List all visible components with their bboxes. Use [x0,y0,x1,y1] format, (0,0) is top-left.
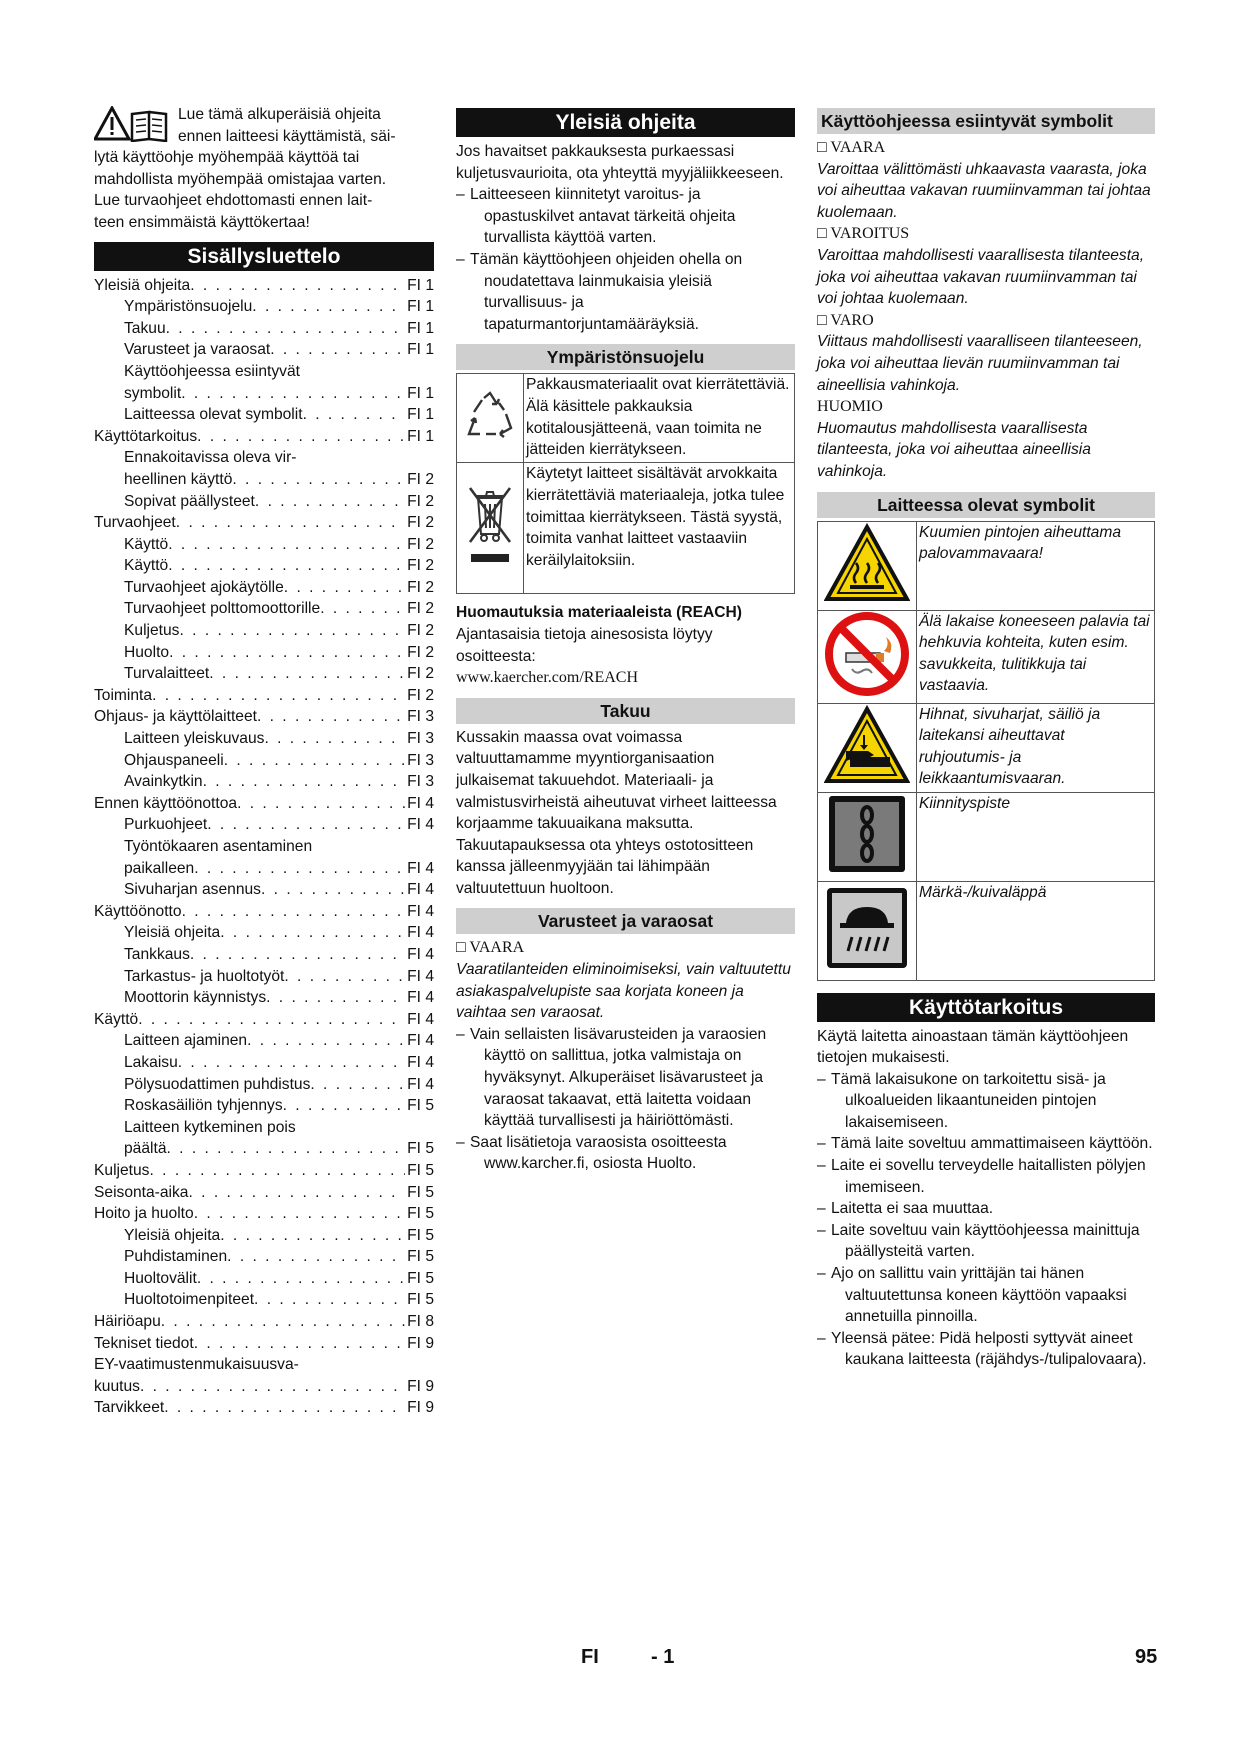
symbol-description: Märkä-/kuivaläppä [917,881,1155,980]
table-row [818,703,1155,792]
recycling-icon-cell [457,374,524,463]
toc-entry[interactable]: Ennen käyttöönottoa . . . FI 4 [94,793,434,815]
toc-heading: Sisällysluettelo [94,242,434,271]
toc-entry[interactable]: Käyttö . . . FI 2 [94,534,434,556]
reach-text: Ajantasaisia tietoja ainesosista löytyy osoitteesta: [456,625,713,665]
toc-entry[interactable]: Laitteen yleiskuvaus . . . FI 3 [94,728,434,750]
general-paragraph: Jos havaitset pakkauksesta purkaessasi kuljetusvaurioita, ota yhteyttä myyjäliikkeeseen. [456,143,784,182]
device-symbols-heading: Laitteessa olevat symbolit [817,492,1155,518]
toc-entry[interactable]: Sivuharjan asennus . . . FI 4 [94,879,434,901]
toc-entry[interactable]: Yleisiä ohjeita . . . FI 5 [94,1225,434,1247]
hot-surface-icon [824,523,910,603]
footer-page-number: 95 [1135,1646,1158,1668]
toc-entry[interactable]: Käyttöohjeessa esiintyvät [124,362,300,380]
environment-text: Pakkausmateriaalit ovat kierrätettäviä. Älä käsittele pakkauksia kotitalousjätteenä, vaan toimita ne jätteiden kierrätykseen. [524,374,795,463]
footer-language: FI [581,1646,599,1668]
toc-entry[interactable]: Kuljetus . . . FI 2 [94,620,434,642]
toc-entry[interactable]: Laitteessa olevat symbolit . . . FI 1 [94,404,434,426]
environment-text: Käytetyt laitteet sisältävät arvokkaita kierrätettäviä materiaaleja, jotka tulee toimittaa kierrätykseen. Tästä syystä, toimita vanhat laitteet vastaaviin keräilylaitoksiin. [524,463,795,594]
intro-line: lytä käyttöohje myöhempää käyttöä tai [94,149,360,167]
symbol-icon-cell [818,881,917,980]
symbol-description: Kiinnityspiste [917,792,1155,881]
toc-entry[interactable]: Seisonta-aika . . . FI 5 [94,1182,434,1204]
toc-entry[interactable]: Häiriöapu . . . FI 8 [94,1311,434,1333]
symbol-description: Älä lakaise koneeseen palavia tai hehkuvia kohteita, kuten esim. savukkeita, tulitikkuja tai vastaavia. [917,610,1155,703]
symbol-label: □ VARO [817,311,874,329]
symbol-text: Varoittaa mahdollisesti vaarallisesta tilanteesta, joka voi aiheuttaa vakavan ruumiinvamman tai voi johtaa kuolemaan. [817,246,1145,308]
general-bullet: – Laitteeseen kiinnitetyt varoitus- ja opastuskilvet antavat tärkeitä ohjeita turvallista käyttöä varten. [456,186,736,247]
reach-heading: Huomautuksia materiaaleista (REACH) [456,604,742,622]
toc-entry[interactable]: Yleisiä ohjeita . . . FI 4 [94,922,434,944]
toc-entry[interactable]: symbolit . . . FI 1 [94,383,434,405]
toc-entry[interactable]: Turvaohjeet . . . FI 2 [94,512,434,534]
toc-entry[interactable]: Käyttötarkoitus . . . FI 1 [94,426,434,448]
toc-entry[interactable]: Roskasäiliön tyhjennys . . . FI 5 [94,1095,434,1117]
recycling-icon [464,390,516,442]
table-row [818,521,1155,610]
toc-entry[interactable]: Ympäristönsuojelu . . . FI 1 [94,296,434,318]
toc-entry[interactable]: Laitteen kytkeminen pois [124,1118,296,1136]
intro-line: Lue tämä alkuperäisiä ohjeita [178,106,381,123]
danger-label: □ VAARA [456,939,525,957]
symbol-description: Kuumien pintojen aiheuttama palovammavaara! [917,521,1155,610]
intro-block [94,104,434,234]
accessories-heading: Varusteet ja varaosat [456,908,795,934]
intro-line: Lue turvaohjeet ehdottomasti ennen lait- [94,192,373,210]
toc-entry[interactable]: Yleisiä ohjeita . . . FI 1 [94,275,434,297]
toc-entry[interactable]: Huolto . . . FI 2 [94,642,434,664]
toc-entry[interactable]: EY-vaatimustenmukaisuusva- [94,1356,299,1374]
intended-use-bullet: – Tämä laite soveltuu ammattimaiseen käyttöön. [817,1135,1153,1153]
toc-entry[interactable]: Takuu . . . FI 1 [94,318,434,340]
general-bullet: – Tämän käyttöohjeen ohjeiden ohella on noudatettava lainmukaisia yleisiä turvallisuus- ja tapaturmantorjuntamääräyksiä. [456,250,743,333]
symbol-description: Hihnat, sivuharjat, säiliö ja laitekansi aiheuttavat ruhjoutumis- ja leikkaantumisvaaran. [917,703,1155,792]
toc-entry[interactable]: Ennakoitavissa oleva vir- [124,449,297,467]
symbol-label: □ VAROITUS [817,225,910,243]
device-symbols-table [817,521,1155,981]
intro-line: ennen laitteesi käyttämistä, säi- [178,127,396,145]
footer-page: - 1 [651,1646,675,1668]
symbol-icon-cell [818,703,917,792]
toc-entry[interactable]: Käyttö . . . FI 2 [94,555,434,577]
toc-entry[interactable]: Huoltovälit . . . FI 5 [94,1268,434,1290]
table-row [457,374,795,463]
intended-use-bullet: – Tämä lakaisukone on tarkoitettu sisä- ja ulkoalueiden likaantuneiden pintojen lakaisemiseen. [817,1070,1106,1131]
toc-entry[interactable]: Avainkytkin . . . FI 3 [94,771,434,793]
intended-use-bullet: – Laitetta ei saa muuttaa. [817,1200,994,1218]
intended-use-bullet: – Yleensä pätee: Pidä helposti syttyvät aineet kaukana laitteesta (räjähdys-/tulipalovaara). [817,1329,1147,1369]
reach-url[interactable]: www.kaercher.com/REACH [456,669,639,687]
warning-manual-icon [94,106,169,142]
symbol-icon-cell [818,610,917,703]
table-row [818,881,1155,980]
manual-symbols-heading: Käyttöohjeessa esiintyvät symbolit [817,108,1155,134]
toc-entry[interactable]: Käyttöönotto . . . FI 4 [94,901,434,923]
toc-entry[interactable]: Pölysuodattimen puhdistus . . . FI 4 [94,1074,434,1096]
intro-line: teen ensimmäistä käyttökertaa! [94,213,310,231]
column-middle [456,104,795,1175]
crush-hazard-icon [824,705,910,785]
toc-entry[interactable]: Toiminta . . . FI 2 [94,685,434,707]
toc-entry[interactable]: Ohjauspaneeli . . . FI 3 [94,750,434,772]
toc-entry[interactable]: Kuljetus . . . FI 5 [94,1160,434,1182]
no-burning-objects-icon [824,611,910,697]
attachment-point-icon [826,793,908,875]
warranty-heading: Takuu [456,698,795,724]
toc-entry[interactable]: Turvalaitteet . . . FI 2 [94,663,434,685]
intro-line: mahdollista myöhempää omistajaa varten. [94,170,387,188]
warranty-text: Kussakin maassa ovat voimassa valtuuttamamme myyntiorganisaation julkaisemat takuuehdot. Materiaali- ja valmistusvirheistä aiheutuvat virheet laitteessa korjaamme takuuaikana maksutta. Takuutapauksessa ota yhteys ostotositteen kanssa jälleenmyyjään tai lähimpään valtuutettuun huoltoon. [456,728,777,897]
toc-entry[interactable]: Työntökaaren asentaminen [124,838,313,855]
toc-entry[interactable]: Hoito ja huolto . . . FI 5 [94,1203,434,1225]
intended-use-bullet: – Laite soveltuu vain käyttöohjeessa mainittuja päällysteitä varten. [817,1221,1140,1261]
table-row [818,610,1155,703]
toc-entry[interactable]: Turvaohjeet ajokäytölle . . . FI 2 [94,577,434,599]
toc-entry[interactable]: Purkuohjeet . . . FI 4 [94,814,434,836]
accessories-warning: Vaaratilanteiden eliminoimiseksi, vain valtuutettu asiakaspalvelupiste saa korjata koneen ja vaihtaa sen varaosat. [456,961,791,1022]
intended-use-paragraph: Käytä laitetta ainoastaan tämän käyttöohjeen tietojen mukaisesti. [817,1027,1129,1067]
toc-entry[interactable]: Sopivat päällysteet . . . FI 2 [94,491,434,513]
symbol-icon-cell [818,521,917,610]
column-left [94,104,434,1419]
toc-entry[interactable]: Moottorin käynnistys . . . FI 4 [94,987,434,1009]
intended-use-bullet: – Ajo on sallittu vain yrittäjän tai hänen valtuutettunsa koneen käyttöön vapaaksi annetuilla pinnoilla. [817,1265,1127,1326]
symbol-text: Viittaus mahdollisesti vaaralliseen tilanteeseen, joka voi aiheuttaa lievän ruumiinvamman tai aineellisia vahinkoja. [817,333,1143,394]
symbol-icon-cell [818,792,917,881]
table-row [457,463,795,594]
weee-icon-cell [457,463,524,594]
toc-entry[interactable]: Lakaisu . . . FI 4 [94,1052,434,1074]
symbol-label: □ VAARA [817,139,886,156]
environment-table [456,373,795,594]
toc-entry[interactable]: Tekniset tiedot . . . FI 9 [94,1333,434,1355]
symbol-text: Huomautus mahdollisesta vaarallisesta tilanteesta, joka voi aiheuttaa aineellisia vahinkoja. [817,419,1091,480]
toc-entry[interactable]: Käyttö . . . FI 4 [94,1009,434,1031]
toc-entry[interactable]: Turvaohjeet polttomoottorille . . . FI 2 [94,598,434,620]
crossed-bin-icon [465,484,515,568]
toc-entry[interactable]: Puhdistaminen . . . FI 5 [94,1246,434,1268]
toc-entry[interactable]: Tarkastus- ja huoltotyöt . . . FI 4 [94,966,434,988]
symbol-label: HUOMIO [817,398,883,416]
symbol-text: Varoittaa välittömästi uhkaavasta vaarasta, joka voi aiheuttaa vakavan ruumiinvamman tai johtaa kuolemaan. [817,160,1151,221]
wet-dry-flap-icon [824,885,910,971]
accessories-bullet: – Vain sellaisten lisävarusteiden ja varaosien käyttö on sallittua, jotka valmistaja on hyväksynyt. Alkuperäiset lisävarusteet ja varaosat takaavat, että laitetta voidaan käyttää turvallisesti ja häiriöttömästi. [456,1025,767,1130]
toc-entry[interactable]: Tarvikkeet . . . FI 9 [94,1397,434,1419]
intended-use-heading: Käyttötarkoitus [817,993,1155,1022]
table-of-contents [94,275,434,1419]
toc-entry[interactable]: päältä . . . FI 5 [94,1138,434,1160]
environment-heading: Ympäristönsuojelu [456,344,795,370]
intended-use-bullet: – Laite ei sovellu terveydelle haitallisten pölyjen imemiseen. [817,1157,1146,1196]
toc-entry[interactable]: Huoltotoimenpiteet . . . FI 5 [94,1289,434,1311]
toc-entry[interactable]: Varusteet ja varaosat . . . FI 1 [94,339,434,361]
accessories-bullet: – Saat lisätietoja varaosista osoitteesta www.karcher.fi, osiosta Huolto. [456,1133,727,1173]
toc-entry[interactable]: paikalleen . . . FI 4 [94,858,434,880]
toc-entry[interactable]: heellinen käyttö . . . FI 2 [94,469,434,491]
toc-entry[interactable]: Ohjaus- ja käyttölaitteet . . . FI 3 [94,706,434,728]
column-right [817,104,1155,1371]
general-heading: Yleisiä ohjeita [456,108,795,137]
table-row [818,792,1155,881]
toc-entry[interactable]: Tankkaus . . . FI 4 [94,944,434,966]
toc-entry[interactable]: kuutus . . . FI 9 [94,1376,434,1398]
toc-entry[interactable]: Laitteen ajaminen . . . FI 4 [94,1030,434,1052]
